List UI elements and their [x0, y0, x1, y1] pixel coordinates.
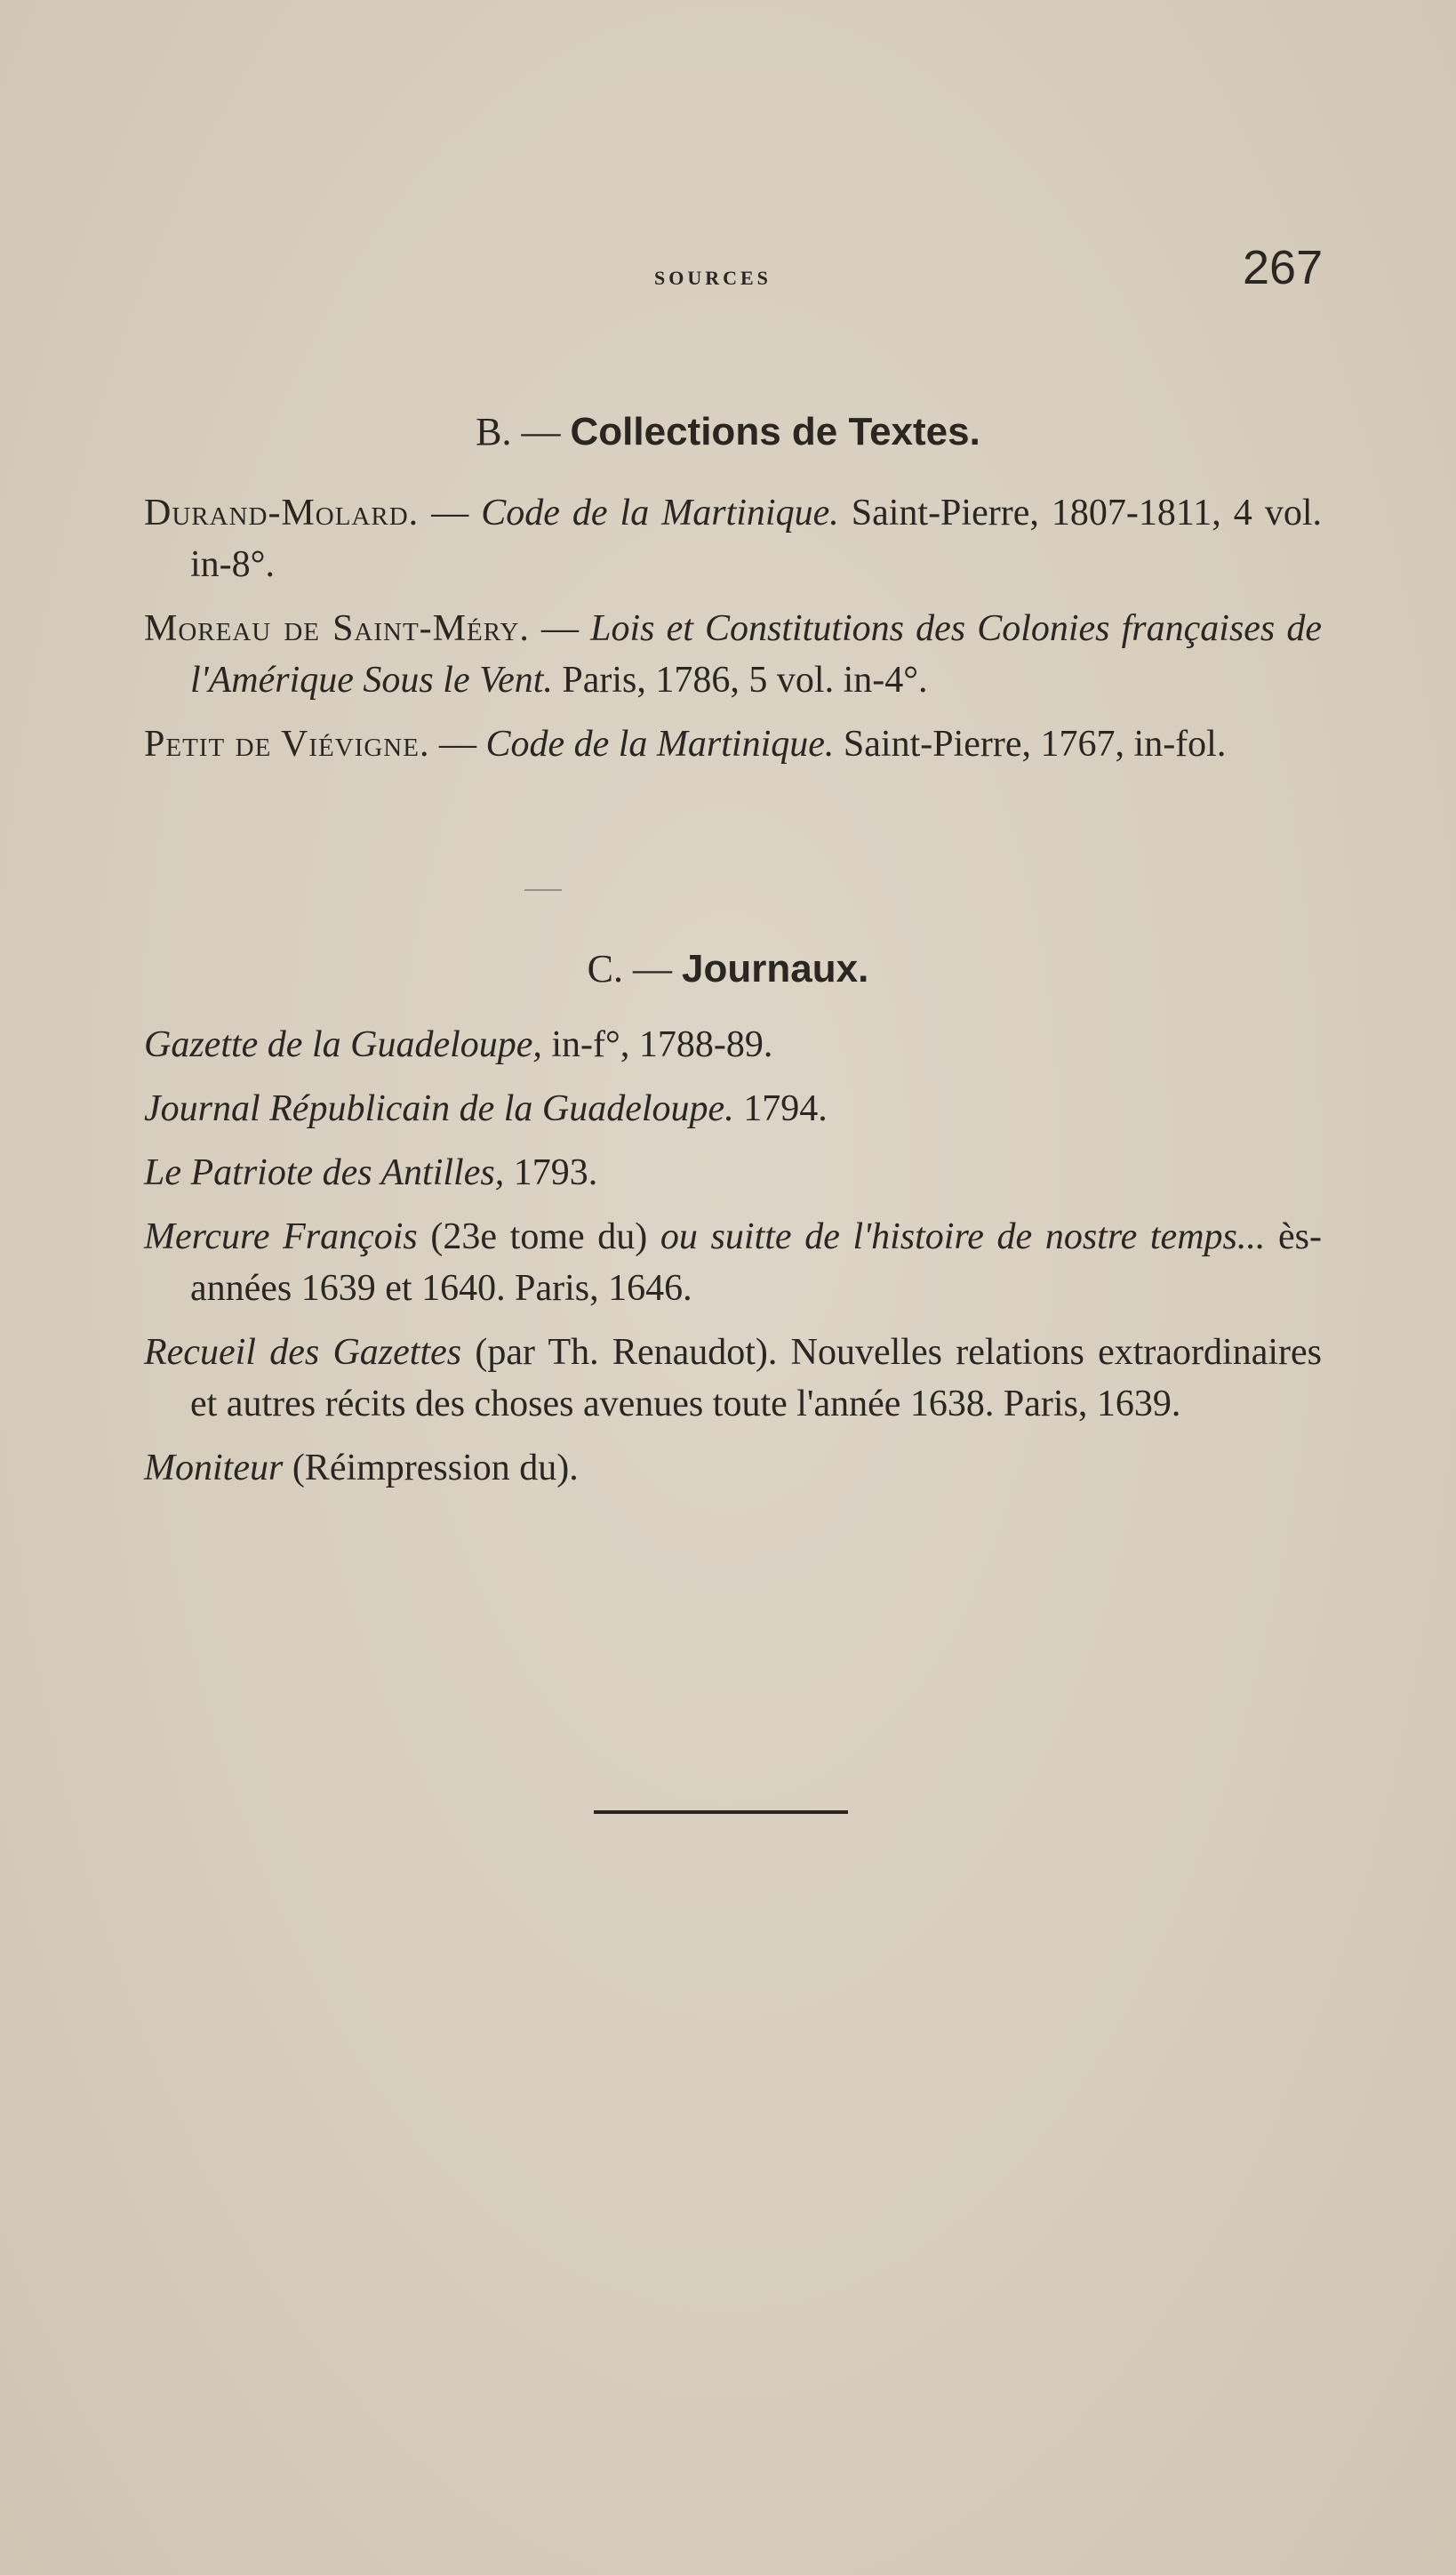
periodical-entry — [144, 1083, 1322, 1135]
running-head — [0, 240, 1456, 302]
entry-details-2: ès-années 1639 et 1640. Paris, 1646. — [190, 1216, 1322, 1309]
periodical-entry — [144, 1019, 1322, 1071]
entry-title: Mercure François — [144, 1216, 418, 1257]
section-c-entries — [144, 1019, 1322, 1506]
entry-title: Code de la Martinique. — [485, 724, 835, 765]
entry-author: Durand-Molard. — [144, 493, 420, 533]
entry-title: Moniteur — [144, 1448, 284, 1488]
bibliography-entry — [144, 603, 1322, 706]
periodical-entry — [144, 1442, 1322, 1494]
entry-details: (par Th. Renaudot). Nouvelles relations extraordinaires et autres récits des choses avenues toute l'année 1638. Paris, 1639. — [190, 1332, 1322, 1424]
section-divider — [524, 889, 562, 891]
section-title-b: Collections de Textes. — [570, 410, 980, 453]
entry-details: Saint-Pierre, 1767, in-fol. — [834, 724, 1227, 765]
section-letter-b: B. — — [476, 410, 561, 453]
entry-title: Gazette de la Guadeloupe, — [144, 1024, 542, 1065]
entry-details: (Réimpression du). — [283, 1448, 579, 1488]
section-heading-b — [0, 409, 1456, 454]
entry-separator: — — [529, 608, 591, 649]
entry-title: Recueil des Gazettes — [144, 1332, 462, 1373]
entry-subtitle: ou suitte de l'histoire de nostre temps... — [660, 1216, 1266, 1257]
entry-title: Le Patriote des Antilles, — [144, 1152, 505, 1193]
entry-separator: — — [429, 724, 486, 765]
bibliography-entry — [144, 487, 1322, 590]
entry-separator: — — [419, 493, 482, 533]
entry-details: in-f°, 1788-89. — [541, 1024, 773, 1065]
section-title-c: Journaux. — [682, 947, 869, 991]
entry-title: Lois et Constitutions des Colonies françaises de l'Amérique Sous le Vent. — [190, 608, 1323, 701]
section-heading-c — [0, 946, 1456, 991]
entry-title: Code de la Martinique. — [481, 493, 839, 533]
entry-details: (23e tome du) — [417, 1216, 660, 1257]
page-number: 267 — [1243, 241, 1324, 294]
entry-title: Journal Républicain de la Guadeloupe. — [144, 1088, 734, 1129]
periodical-entry — [144, 1211, 1322, 1314]
entry-details: 1794. — [733, 1088, 828, 1129]
periodical-entry — [144, 1327, 1322, 1430]
entry-details: 1793. — [504, 1152, 598, 1193]
bibliography-entry — [144, 718, 1322, 770]
entry-author: Moreau de Saint-Méry. — [144, 608, 530, 649]
entry-details: Paris, 1786, 5 vol. in-4°. — [552, 660, 928, 701]
entry-author: Petit de Viévigne. — [144, 724, 430, 765]
periodical-entry — [144, 1147, 1322, 1199]
section-letter-c: C. — — [587, 947, 673, 991]
running-title: sources — [654, 260, 772, 291]
entry-details: Saint-Pierre, 1807-1811, 4 vol. in-8°. — [190, 493, 1322, 585]
end-rule — [594, 1810, 848, 1814]
section-b-entries — [144, 487, 1322, 782]
